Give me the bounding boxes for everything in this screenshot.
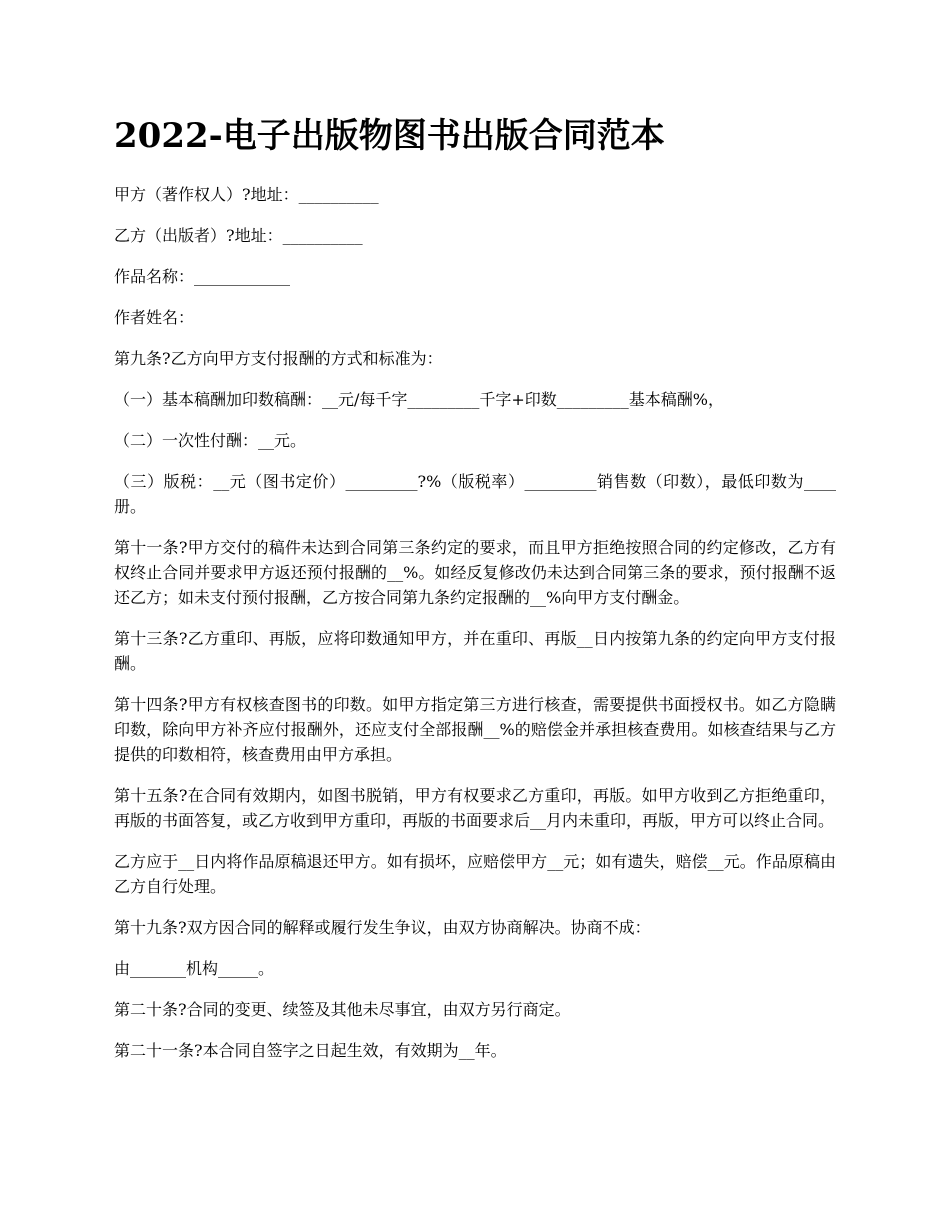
work-title-line: 作品名称：____________ — [114, 267, 291, 286]
article-13: 第十三条?乙方重印、再版，应将印数通知甲方，并在重印、再版__日内按第九条的约定向甲方支付报酬。 — [114, 629, 836, 673]
article-9-heading: 第九条?乙方向甲方支付报酬的方式和标准为： — [114, 349, 443, 368]
article-15: 第十五条?在合同有效期内，如图书脱销，甲方有权要求乙方重印，再版。如甲方收到乙方拒绝重印，再版的书面答复，或乙方收到甲方重印，再版的书面要求后__月内未重印，再版，甲方可以终止合同。 — [114, 786, 836, 830]
article-11: 第十一条?甲方交付的稿件未达到合同第三条约定的要求，而且甲方拒绝按照合同的约定修改，乙方有权终止合同并要求甲方返还预付报酬的__%。如经反复修改仍未达到合同第三条的要求，预付报酬不返还乙方；如未支付预付报酬，乙方按合同第九条约定报酬的__%向甲方支付酬金。 — [114, 538, 836, 607]
party-a-address-line: 甲方（著作权人）?地址：__________ — [114, 185, 379, 204]
article-19: 第十九条?双方因合同的解释或履行发生争议，由双方协商解决。协商不成： — [114, 918, 651, 937]
arbitration-line: 由_______机构_____。 — [114, 959, 275, 978]
manuscript-return-clause: 乙方应于__日内将作品原稿退还甲方。如有损坏，应赔偿甲方__元；如有遗失，赔偿__元。作品原稿由乙方自行处理。 — [114, 852, 836, 896]
payment-option-1: （一）基本稿酬加印数稿酬：__元/每千字_________千字+印数_________基本稿酬%， — [114, 390, 725, 409]
document-title: 2022-电子出版物图书出版合同范本 — [114, 116, 665, 156]
article-20: 第二十条?合同的变更、续签及其他未尽事宜，由双方另行商定。 — [114, 1000, 571, 1019]
article-14: 第十四条?甲方有权核查图书的印数。如甲方指定第三方进行核查，需要提供书面授权书。如乙方隐瞒印数，除向甲方补齐应付报酬外，还应支付全部报酬__%的赔偿金并承担核查费用。如核查结果与乙方提供的印数相符，核查费用由甲方承担。 — [114, 695, 836, 764]
article-21: 第二十一条?本合同自签字之日起生效，有效期为__年。 — [114, 1041, 507, 1060]
author-name-line: 作者姓名： — [114, 308, 195, 327]
party-b-address-line: 乙方（出版者）?地址：__________ — [114, 226, 363, 245]
payment-option-3: （三）版税：__元（图书定价）_________?%（版税率）_________销售数（印数），最低印数为____册。 — [114, 472, 836, 516]
document-body — [114, 182, 836, 1079]
payment-option-2: （二）一次性付酬：__元。 — [114, 431, 307, 450]
